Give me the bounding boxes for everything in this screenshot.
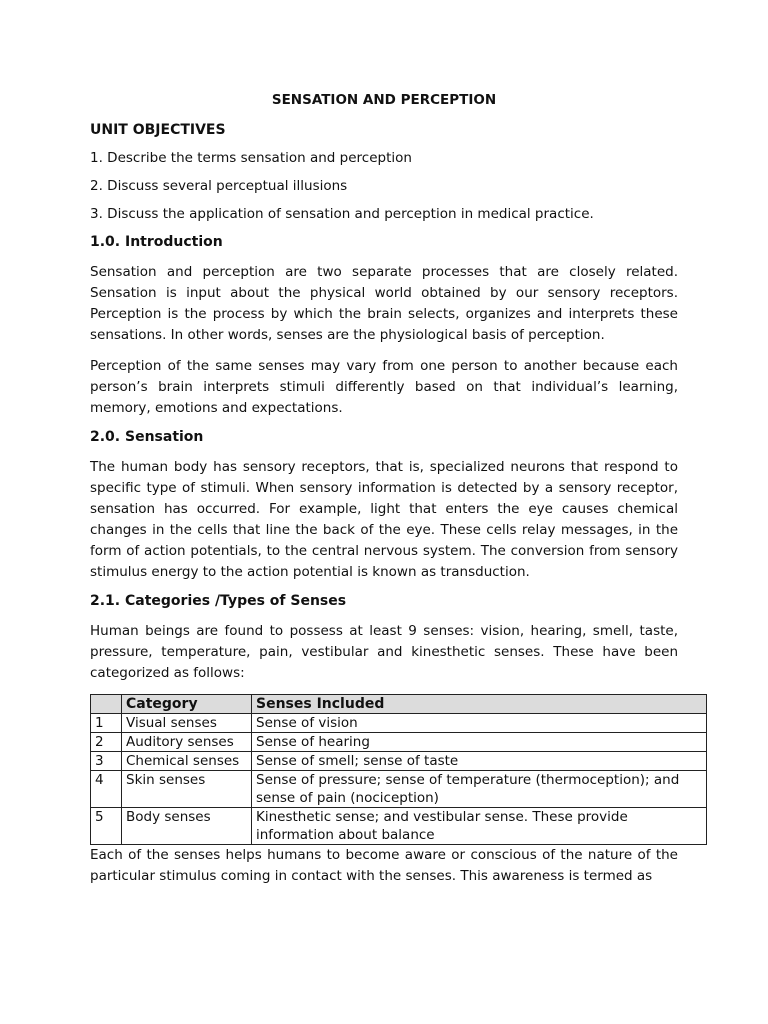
table-header-cell: Senses Included [252, 695, 707, 714]
intro-heading: 1.0. Introduction [90, 234, 223, 250]
table-cell: Sense of smell; sense of taste [252, 752, 707, 771]
table-cell: Auditory senses [122, 733, 252, 752]
table-header-cell [91, 695, 122, 714]
table-cell: 5 [91, 808, 122, 845]
table-header-cell: Category [122, 695, 252, 714]
table-cell: Sense of hearing [252, 733, 707, 752]
table-cell: 4 [91, 771, 122, 808]
page-title: SENSATION AND PERCEPTION [271, 92, 497, 108]
table-row [91, 714, 707, 733]
table-row [91, 771, 707, 808]
table-cell: Sense of vision [252, 714, 707, 733]
intro-paragraph: Perception of the same senses may vary from one person to another because each person’s brain interprets stimuli differently based on that individual’s learning, memory, emotions and expectations. [90, 358, 678, 416]
sensation-paragraph: The human body has sensory receptors, that is, specialized neurons that respond to specific type of stimuli. When sensory information is detected by a sensory receptor, sensation has occurred. For example, light that enters the eye causes chemical changes in the cells that line the back of the eye. These cells relay messages, in the form of action potentials, to the central nervous system. The conversion from sensory stimulus energy to the action potential is known as transduction. [90, 459, 678, 580]
objective-item: 2. Discuss several perceptual illusions [90, 178, 348, 194]
senses-table [90, 694, 707, 845]
intro-paragraph: Sensation and perception are two separate processes that are closely related. Sensation is input about the physical world obtained by our sensory receptors. Perception is the process by which the brain selects, organizes and interprets these sensations. In other words, senses are the physiological basis of perception. [90, 264, 678, 343]
categories-paragraph: Human beings are found to possess at least 9 senses: vision, hearing, smell, taste, pressure, temperature, pain, vestibular and kinesthetic senses. These have been categorized as follows: [90, 623, 678, 681]
table-cell: 1 [91, 714, 122, 733]
table-cell: Kinesthetic sense; and vestibular sense. These provide information about balance [252, 808, 707, 845]
table-cell: Skin senses [122, 771, 252, 808]
table-cell: 2 [91, 733, 122, 752]
table-cell: Chemical senses [122, 752, 252, 771]
objective-item: 1. Describe the terms sensation and perception [90, 150, 412, 166]
objectives-heading: UNIT OBJECTIVES [90, 122, 226, 138]
table-row [91, 733, 707, 752]
table-cell: Sense of pressure; sense of temperature (thermoception); and sense of pain (nociception) [252, 771, 707, 808]
table-row [91, 752, 707, 771]
table-cell: 3 [91, 752, 122, 771]
sensation-heading: 2.0. Sensation [90, 429, 204, 445]
table-header-row [91, 695, 707, 714]
table-row [91, 808, 707, 845]
document-page [90, 92, 678, 887]
closing-paragraph: Each of the senses helps humans to become aware or conscious of the nature of the particular stimulus coming in contact with the senses. This awareness is termed as [90, 847, 678, 884]
categories-heading: 2.1. Categories /Types of Senses [90, 593, 347, 609]
table-cell: Visual senses [122, 714, 252, 733]
objective-item: 3. Discuss the application of sensation and perception in medical practice. [90, 206, 594, 222]
table-cell: Body senses [122, 808, 252, 845]
